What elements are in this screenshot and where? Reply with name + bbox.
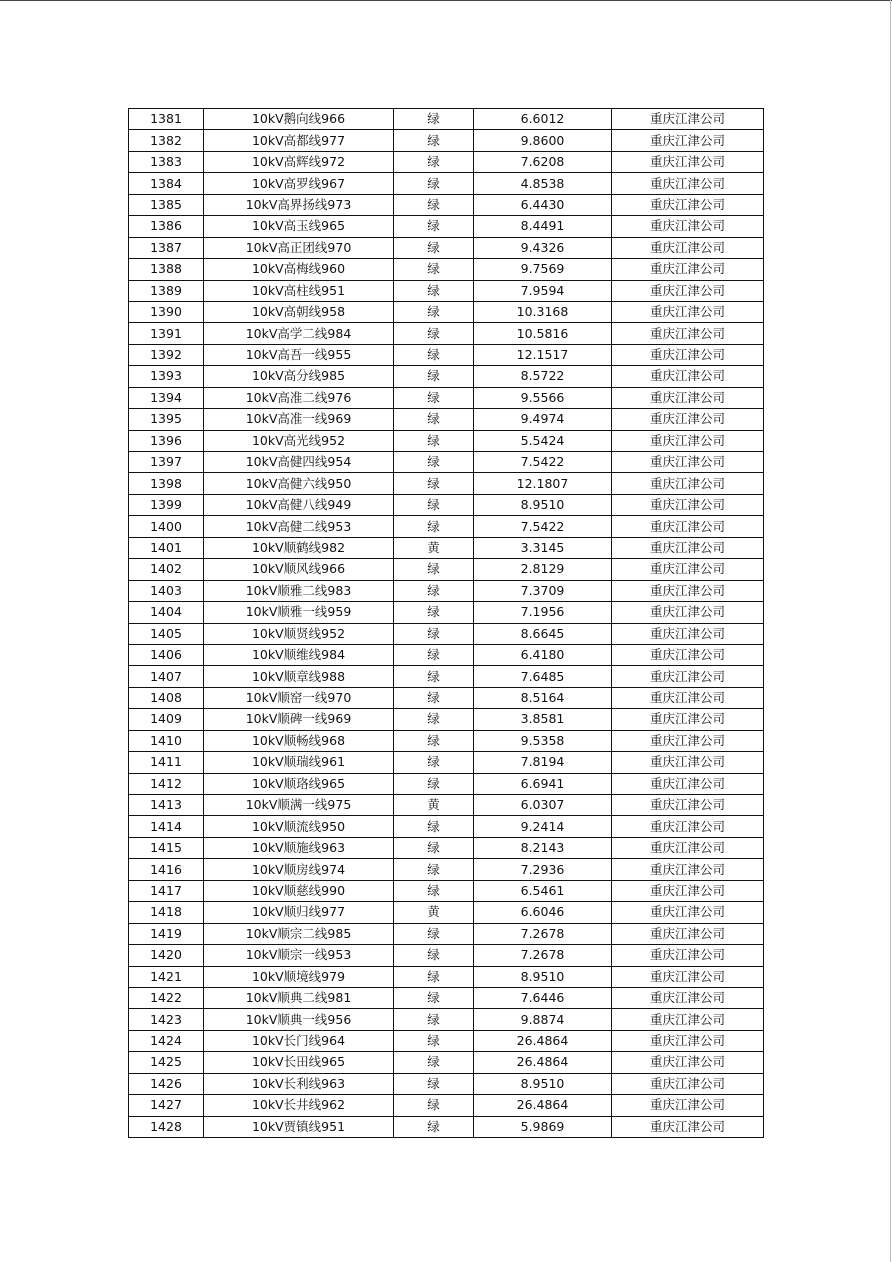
row-number-cell: 1396 [129,430,204,451]
value-cell: 12.1517 [474,344,612,365]
value-cell: 7.3709 [474,580,612,601]
row-number-cell: 1390 [129,301,204,322]
line-name-cell: 10kV顺宗二线985 [204,923,394,944]
value-cell: 9.4326 [474,237,612,258]
line-name-cell: 10kV高健二线953 [204,516,394,537]
status-color-cell: 绿 [394,752,474,773]
company-cell: 重庆江津公司 [612,752,764,773]
company-cell: 重庆江津公司 [612,773,764,794]
table-row [129,1116,764,1137]
company-cell: 重庆江津公司 [612,580,764,601]
company-cell: 重庆江津公司 [612,173,764,194]
line-name-cell: 10kV高柱线951 [204,280,394,301]
table-row [129,1073,764,1094]
row-number-cell: 1405 [129,623,204,644]
line-name-cell: 10kV顺章线988 [204,666,394,687]
value-cell: 7.8194 [474,752,612,773]
line-name-cell: 10kV高正团线970 [204,237,394,258]
row-number-cell: 1423 [129,1009,204,1030]
table-row [129,752,764,773]
value-cell: 6.6941 [474,773,612,794]
row-number-cell: 1403 [129,580,204,601]
line-name-cell: 10kV顺雅二线983 [204,580,394,601]
value-cell: 6.6046 [474,902,612,923]
company-cell: 重庆江津公司 [612,859,764,880]
line-name-cell: 10kV长井线962 [204,1095,394,1116]
table-row [129,323,764,344]
status-color-cell: 绿 [394,452,474,473]
value-cell: 8.5722 [474,366,612,387]
row-number-cell: 1389 [129,280,204,301]
company-cell: 重庆江津公司 [612,344,764,365]
status-color-cell: 绿 [394,730,474,751]
status-color-cell: 绿 [394,173,474,194]
row-number-cell: 1385 [129,194,204,215]
row-number-cell: 1426 [129,1073,204,1094]
company-cell: 重庆江津公司 [612,837,764,858]
status-color-cell: 绿 [394,580,474,601]
row-number-cell: 1386 [129,216,204,237]
company-cell: 重庆江津公司 [612,301,764,322]
status-color-cell: 黄 [394,537,474,558]
value-cell: 6.5461 [474,880,612,901]
row-number-cell: 1422 [129,987,204,1008]
value-cell: 7.5422 [474,452,612,473]
row-number-cell: 1425 [129,1052,204,1073]
status-color-cell: 黄 [394,795,474,816]
line-name-cell: 10kV高光线952 [204,430,394,451]
value-cell: 2.8129 [474,559,612,580]
line-name-cell: 10kV高分线985 [204,366,394,387]
value-cell: 7.6208 [474,151,612,172]
table-row [129,537,764,558]
table-row [129,1095,764,1116]
table-row [129,709,764,730]
status-color-cell: 绿 [394,1009,474,1030]
value-cell: 9.7569 [474,259,612,280]
company-cell: 重庆江津公司 [612,473,764,494]
line-name-cell: 10kV顺维线984 [204,644,394,665]
page-top-border [0,0,892,1]
status-color-cell: 绿 [394,945,474,966]
row-number-cell: 1402 [129,559,204,580]
status-color-cell: 绿 [394,259,474,280]
company-cell: 重庆江津公司 [612,623,764,644]
value-cell: 26.4864 [474,1095,612,1116]
feeder-line-table [128,108,764,1138]
company-cell: 重庆江津公司 [612,816,764,837]
table-row [129,280,764,301]
status-color-cell: 绿 [394,130,474,151]
status-color-cell: 绿 [394,280,474,301]
table-row [129,344,764,365]
value-cell: 8.4491 [474,216,612,237]
table-row [129,473,764,494]
line-name-cell: 10kV高都线977 [204,130,394,151]
status-color-cell: 绿 [394,623,474,644]
value-cell: 7.2678 [474,945,612,966]
status-color-cell: 绿 [394,301,474,322]
table-row [129,666,764,687]
status-color-cell: 绿 [394,323,474,344]
row-number-cell: 1410 [129,730,204,751]
value-cell: 9.5358 [474,730,612,751]
table-row [129,859,764,880]
table-row [129,795,764,816]
row-number-cell: 1391 [129,323,204,344]
line-name-cell: 10kV高界扬线973 [204,194,394,215]
value-cell: 8.2143 [474,837,612,858]
row-number-cell: 1421 [129,966,204,987]
row-number-cell: 1383 [129,151,204,172]
row-number-cell: 1384 [129,173,204,194]
line-name-cell: 10kV长田线965 [204,1052,394,1073]
value-cell: 9.5566 [474,387,612,408]
value-cell: 7.6485 [474,666,612,687]
row-number-cell: 1420 [129,945,204,966]
row-number-cell: 1412 [129,773,204,794]
line-name-cell: 10kV顺碑一线969 [204,709,394,730]
value-cell: 26.4864 [474,1052,612,1073]
row-number-cell: 1381 [129,109,204,130]
value-cell: 9.4974 [474,409,612,430]
company-cell: 重庆江津公司 [612,1052,764,1073]
table-row [129,644,764,665]
table-row [129,687,764,708]
row-number-cell: 1408 [129,687,204,708]
row-number-cell: 1427 [129,1095,204,1116]
row-number-cell: 1398 [129,473,204,494]
value-cell: 7.2936 [474,859,612,880]
value-cell: 7.2678 [474,923,612,944]
status-color-cell: 绿 [394,109,474,130]
company-cell: 重庆江津公司 [612,130,764,151]
line-name-cell: 10kV顺流线950 [204,816,394,837]
line-name-cell: 10kV高朝线958 [204,301,394,322]
company-cell: 重庆江津公司 [612,1116,764,1137]
line-name-cell: 10kV顺珞线965 [204,773,394,794]
line-name-cell: 10kV顺贤线952 [204,623,394,644]
value-cell: 10.5816 [474,323,612,344]
status-color-cell: 绿 [394,430,474,451]
table-row [129,580,764,601]
line-name-cell: 10kV高准二线976 [204,387,394,408]
value-cell: 8.6645 [474,623,612,644]
value-cell: 7.6446 [474,987,612,1008]
line-name-cell: 10kV顺典一线956 [204,1009,394,1030]
status-color-cell: 绿 [394,237,474,258]
status-color-cell: 绿 [394,966,474,987]
value-cell: 8.9510 [474,966,612,987]
line-name-cell: 10kV顺瑞线961 [204,752,394,773]
company-cell: 重庆江津公司 [612,494,764,515]
table-row [129,109,764,130]
status-color-cell: 黄 [394,902,474,923]
line-name-cell: 10kV顺典二线981 [204,987,394,1008]
table-row [129,194,764,215]
row-number-cell: 1393 [129,366,204,387]
line-name-cell: 10kV顺畅线968 [204,730,394,751]
table-row [129,837,764,858]
value-cell: 12.1807 [474,473,612,494]
line-name-cell: 10kV长门线964 [204,1030,394,1051]
value-cell: 5.9869 [474,1116,612,1137]
row-number-cell: 1419 [129,923,204,944]
table-row [129,945,764,966]
line-name-cell: 10kV高健六线950 [204,473,394,494]
status-color-cell: 绿 [394,366,474,387]
line-name-cell: 10kV鹅向线966 [204,109,394,130]
table-row [129,452,764,473]
company-cell: 重庆江津公司 [612,666,764,687]
line-name-cell: 10kV顺境线979 [204,966,394,987]
company-cell: 重庆江津公司 [612,452,764,473]
table-row [129,966,764,987]
company-cell: 重庆江津公司 [612,1030,764,1051]
value-cell: 3.3145 [474,537,612,558]
page-right-border [890,0,891,1262]
line-name-cell: 10kV高学二线984 [204,323,394,344]
status-color-cell: 绿 [394,387,474,408]
row-number-cell: 1428 [129,1116,204,1137]
value-cell: 7.5422 [474,516,612,537]
line-name-cell: 10kV高玉线965 [204,216,394,237]
line-name-cell: 10kV高吾一线955 [204,344,394,365]
line-name-cell: 10kV高健四线954 [204,452,394,473]
table-row [129,816,764,837]
status-color-cell: 绿 [394,494,474,515]
status-color-cell: 绿 [394,923,474,944]
row-number-cell: 1417 [129,880,204,901]
value-cell: 6.0307 [474,795,612,816]
value-cell: 9.8874 [474,1009,612,1030]
table-row [129,730,764,751]
line-name-cell: 10kV顺宗一线953 [204,945,394,966]
line-name-cell: 10kV顺慈线990 [204,880,394,901]
row-number-cell: 1400 [129,516,204,537]
status-color-cell: 绿 [394,473,474,494]
value-cell: 8.5164 [474,687,612,708]
line-name-cell: 10kV高准一线969 [204,409,394,430]
status-color-cell: 绿 [394,216,474,237]
table-row [129,151,764,172]
row-number-cell: 1418 [129,902,204,923]
table-row [129,987,764,1008]
value-cell: 8.9510 [474,494,612,515]
company-cell: 重庆江津公司 [612,880,764,901]
table-row [129,773,764,794]
company-cell: 重庆江津公司 [612,237,764,258]
line-name-cell: 10kV贾镇线951 [204,1116,394,1137]
row-number-cell: 1397 [129,452,204,473]
status-color-cell: 绿 [394,1030,474,1051]
status-color-cell: 绿 [394,773,474,794]
status-color-cell: 绿 [394,194,474,215]
status-color-cell: 绿 [394,859,474,880]
company-cell: 重庆江津公司 [612,902,764,923]
table-row [129,409,764,430]
table-row [129,259,764,280]
company-cell: 重庆江津公司 [612,1009,764,1030]
value-cell: 5.5424 [474,430,612,451]
row-number-cell: 1409 [129,709,204,730]
status-color-cell: 绿 [394,644,474,665]
value-cell: 3.8581 [474,709,612,730]
line-name-cell: 10kV长利线963 [204,1073,394,1094]
company-cell: 重庆江津公司 [612,259,764,280]
value-cell: 6.6012 [474,109,612,130]
company-cell: 重庆江津公司 [612,216,764,237]
company-cell: 重庆江津公司 [612,151,764,172]
line-name-cell: 10kV顺施线963 [204,837,394,858]
row-number-cell: 1424 [129,1030,204,1051]
line-name-cell: 10kV高辉线972 [204,151,394,172]
value-cell: 9.8600 [474,130,612,151]
company-cell: 重庆江津公司 [612,194,764,215]
value-cell: 9.2414 [474,816,612,837]
company-cell: 重庆江津公司 [612,387,764,408]
status-color-cell: 绿 [394,409,474,430]
company-cell: 重庆江津公司 [612,109,764,130]
company-cell: 重庆江津公司 [612,409,764,430]
table-row [129,902,764,923]
status-color-cell: 绿 [394,1052,474,1073]
table-row [129,923,764,944]
row-number-cell: 1395 [129,409,204,430]
company-cell: 重庆江津公司 [612,945,764,966]
table-row [129,301,764,322]
company-cell: 重庆江津公司 [612,323,764,344]
value-cell: 6.4180 [474,644,612,665]
status-color-cell: 绿 [394,687,474,708]
status-color-cell: 绿 [394,516,474,537]
table-row [129,623,764,644]
value-cell: 7.1956 [474,602,612,623]
table-row [129,366,764,387]
table-row [129,430,764,451]
table-row [129,216,764,237]
company-cell: 重庆江津公司 [612,644,764,665]
table-row [129,559,764,580]
status-color-cell: 绿 [394,709,474,730]
line-name-cell: 10kV顺风线966 [204,559,394,580]
table-row [129,602,764,623]
status-color-cell: 绿 [394,837,474,858]
value-cell: 6.4430 [474,194,612,215]
table-row [129,1009,764,1030]
line-name-cell: 10kV高罗线967 [204,173,394,194]
company-cell: 重庆江津公司 [612,430,764,451]
company-cell: 重庆江津公司 [612,730,764,751]
company-cell: 重庆江津公司 [612,687,764,708]
table-row [129,1052,764,1073]
line-name-cell: 10kV顺鹤线982 [204,537,394,558]
row-number-cell: 1416 [129,859,204,880]
row-number-cell: 1392 [129,344,204,365]
row-number-cell: 1388 [129,259,204,280]
value-cell: 26.4864 [474,1030,612,1051]
table-row [129,387,764,408]
table-row [129,237,764,258]
row-number-cell: 1401 [129,537,204,558]
value-cell: 4.8538 [474,173,612,194]
company-cell: 重庆江津公司 [612,366,764,387]
table-row [129,130,764,151]
table-row [129,1030,764,1051]
status-color-cell: 绿 [394,344,474,365]
status-color-cell: 绿 [394,151,474,172]
status-color-cell: 绿 [394,666,474,687]
company-cell: 重庆江津公司 [612,537,764,558]
company-cell: 重庆江津公司 [612,1073,764,1094]
row-number-cell: 1414 [129,816,204,837]
company-cell: 重庆江津公司 [612,923,764,944]
table-body [129,109,764,1138]
row-number-cell: 1407 [129,666,204,687]
row-number-cell: 1394 [129,387,204,408]
row-number-cell: 1413 [129,795,204,816]
row-number-cell: 1415 [129,837,204,858]
company-cell: 重庆江津公司 [612,966,764,987]
status-color-cell: 绿 [394,1095,474,1116]
status-color-cell: 绿 [394,559,474,580]
line-name-cell: 10kV高健八线949 [204,494,394,515]
company-cell: 重庆江津公司 [612,516,764,537]
row-number-cell: 1411 [129,752,204,773]
table-row [129,516,764,537]
line-name-cell: 10kV顺窑一线970 [204,687,394,708]
status-color-cell: 绿 [394,880,474,901]
row-number-cell: 1387 [129,237,204,258]
company-cell: 重庆江津公司 [612,280,764,301]
table-row [129,173,764,194]
status-color-cell: 绿 [394,987,474,1008]
status-color-cell: 绿 [394,1116,474,1137]
value-cell: 10.3168 [474,301,612,322]
status-color-cell: 绿 [394,602,474,623]
row-number-cell: 1399 [129,494,204,515]
status-color-cell: 绿 [394,816,474,837]
line-name-cell: 10kV顺雅一线959 [204,602,394,623]
line-name-cell: 10kV顺满一线975 [204,795,394,816]
line-name-cell: 10kV顺房线974 [204,859,394,880]
line-name-cell: 10kV顺归线977 [204,902,394,923]
company-cell: 重庆江津公司 [612,709,764,730]
value-cell: 8.9510 [474,1073,612,1094]
value-cell: 7.9594 [474,280,612,301]
company-cell: 重庆江津公司 [612,1095,764,1116]
company-cell: 重庆江津公司 [612,559,764,580]
status-color-cell: 绿 [394,1073,474,1094]
row-number-cell: 1382 [129,130,204,151]
company-cell: 重庆江津公司 [612,987,764,1008]
company-cell: 重庆江津公司 [612,602,764,623]
row-number-cell: 1404 [129,602,204,623]
table-row [129,880,764,901]
table-row [129,494,764,515]
row-number-cell: 1406 [129,644,204,665]
line-name-cell: 10kV高梅线960 [204,259,394,280]
company-cell: 重庆江津公司 [612,795,764,816]
